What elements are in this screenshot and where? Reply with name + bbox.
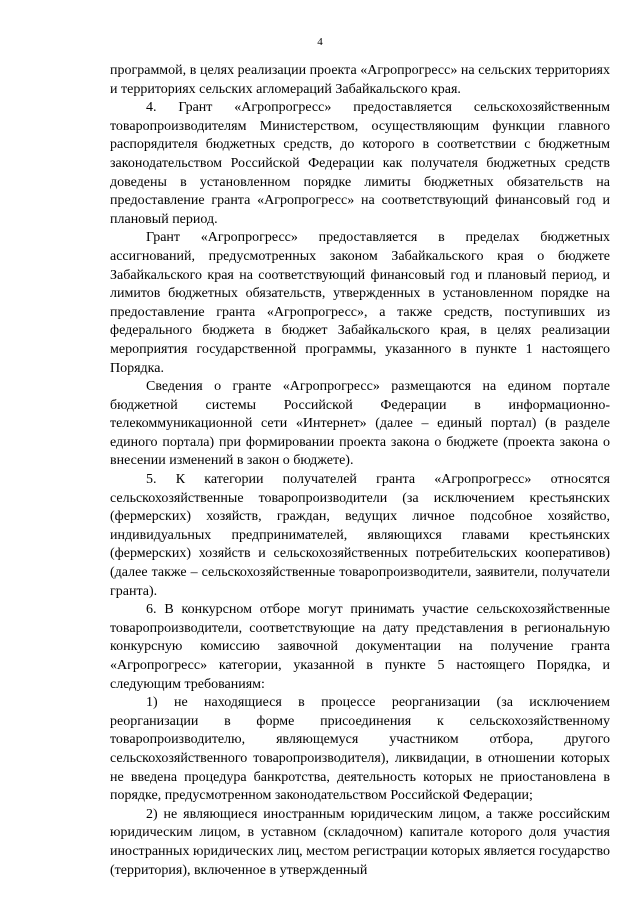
paragraph-requirement-2: 2) не являющиеся иностранным юридическим лицом, а также российским юридическим лицом, в уставном (складочном) капитале которого доля участия иностранных юридических лиц, местом регистрации которых является государство (территория), включенное в утвержденный — [110, 806, 610, 878]
paragraph-clause-4: 4. Грант «Агропрогресс» предоставляется сельскохозяйственным товаропроизводителям Министерством, осуществляющим функции главного распорядителя бюджетных средств, до которого в соответствии с бюджетным законодательством Российской Федерации как получателя бюджетных средств доведены в установленном порядке лимиты бюджетных обязательств на предоставление гранта «Агропрогресс» на соответствующий финансовый год и плановый период. — [110, 100, 610, 227]
paragraph-requirement-1: 1) не находящиеся в процессе реорганизации (за исключением реорганизации в форме присоединения к сельскохозяйственному товаропроизводителю, являющемуся участником отбора, другого сельскохозяйственного товаропроизводителя), ликвидации, в отношении которых не введена процедура банкротства, деятельность которых не приостановлена в порядке, предусмотренном законодательством Российской Федерации; — [110, 695, 610, 804]
paragraph-continuation: программой, в целях реализации проекта «Агропрогресс» на сельских территориях и территориях сельских агломераций Забайкальского края. — [110, 63, 610, 97]
paragraph-grant-portal: Сведения о гранте «Агропрогресс» размещаются на едином портале бюджетной системы Российской Федерации в информационно-телекоммуникационной сети «Интернет» (далее – единый портал) (в разделе единого портала) при формировании проекта закона о бюджете (проекта закона о внесении изменений в закон о бюджете). — [110, 379, 610, 469]
paragraph-clause-5: 5. К категории получателей гранта «Агропрогресс» относятся сельскохозяйственные товаропроизводители (за исключением крестьянских (фермерских) хозяйств, граждан, ведущих личное подсобное хозяйство, индивидуальных предпринимателей, являющихся главами крестьянских (фермерских) хозяйств и сельскохозяйственных потребительских кооперативов) (далее также – сельскохозяйственные товаропроизводители, заявители, получатели гранта). — [110, 472, 610, 599]
paragraph-clause-6: 6. В конкурсном отборе могут принимать участие сельскохозяйственные товаропроизводители, соответствующие на дату представления в региональную конкурсную комиссию заявочной документации на получение гранта «Агропрогресс» категории, указанной в пункте 5 настоящего Порядка, и следующим требованиям: — [110, 602, 610, 692]
document-body — [110, 62, 610, 880]
paragraph-grant-budget: Грант «Агропрогресс» предоставляется в пределах бюджетных ассигнований, предусмотренных законом Забайкальского края о бюджете Забайкальского края на соответствующий финансовый год и плановый период, и лимитов бюджетных обязательств, утвержденных в установленном порядке на предоставление гранта «Агропрогресс», а также средств, поступивших из федерального бюджета в бюджет Забайкальского края, в целях реализации мероприятия государственной программы, указанного в пункте 1 настоящего Порядка. — [110, 230, 610, 376]
page-number: 4 — [317, 36, 323, 48]
